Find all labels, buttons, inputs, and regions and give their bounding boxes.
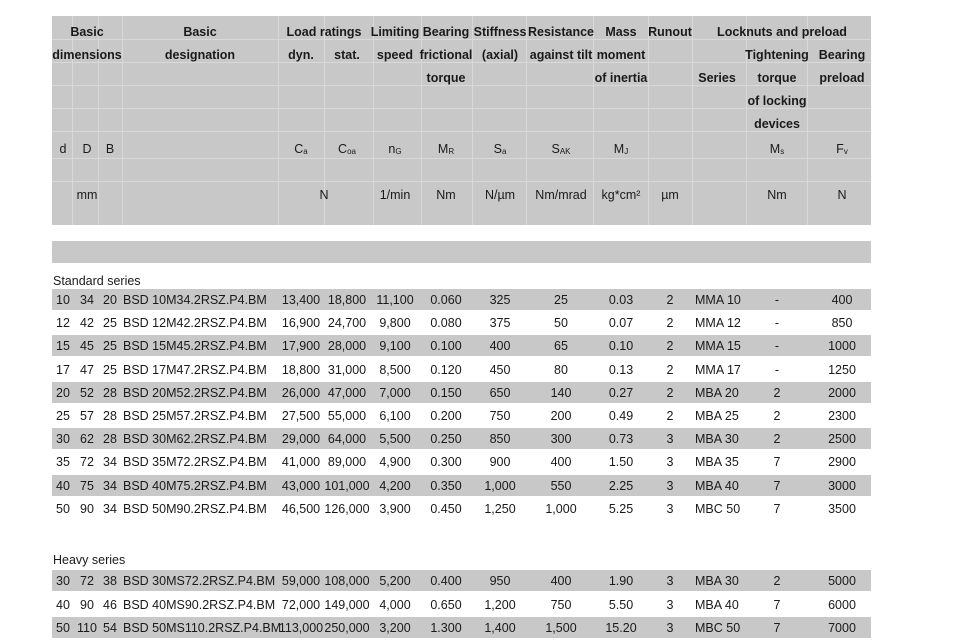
- header-bearing-preload-2: preload: [819, 71, 865, 85]
- cell-ca: 59,000: [281, 574, 321, 588]
- cell-sa: 325: [489, 293, 511, 307]
- header-load-ratings: Load ratings: [286, 25, 362, 39]
- cell-ca: 26,000: [281, 385, 321, 400]
- cell-D: 75: [80, 478, 94, 493]
- cell-mr: 0.150: [430, 385, 462, 400]
- symbol-ca: $C_a$: [294, 142, 308, 156]
- cell-mr: 0.120: [430, 362, 462, 377]
- cell-mr: 0.450: [430, 501, 462, 516]
- cell-series: MMA 15: [695, 339, 741, 354]
- cell-ms: 2: [773, 385, 781, 400]
- cell-mr: 0.080: [430, 316, 462, 331]
- table-row: [52, 498, 871, 519]
- cell-sa: 950: [489, 574, 511, 588]
- cell-d: 30: [56, 574, 70, 588]
- cell-sa: 450: [489, 362, 511, 377]
- cell-ms: -: [774, 316, 780, 331]
- header-divider: [526, 16, 527, 225]
- cell-ca: 17,900: [281, 339, 321, 354]
- cell-designation: BSD 15M45.2RSZ.P4.BM: [123, 339, 267, 354]
- cell-ms: 7: [773, 621, 781, 635]
- cell-D: 62: [80, 432, 94, 447]
- cell-ng: 5,500: [379, 432, 411, 447]
- cell-sa: 1,200: [484, 597, 516, 612]
- header-stiffness-1: Stiffness: [473, 25, 527, 39]
- header-band: [52, 241, 871, 263]
- cell-runout: 3: [666, 597, 674, 612]
- symbol-B: B: [105, 142, 115, 156]
- header-mass-moment-1: Mass: [605, 25, 637, 39]
- cell-series: MBA 30: [695, 432, 739, 447]
- header-divider: [52, 39, 871, 40]
- table-row: [52, 289, 871, 310]
- cell-sa: 400: [489, 339, 511, 354]
- cell-sa: 1,000: [484, 478, 516, 493]
- cell-designation: BSD 35M72.2RSZ.P4.BM: [123, 455, 267, 470]
- cell-ms: -: [774, 293, 780, 307]
- cell-sak: 750: [550, 597, 572, 612]
- cell-ng: 4,000: [379, 597, 411, 612]
- header-mass-moment-2: moment: [596, 48, 646, 62]
- cell-fv: 3000: [828, 478, 856, 493]
- cell-fv: 2500: [828, 432, 856, 447]
- symbol-d: d: [59, 142, 67, 156]
- cell-d: 12: [56, 316, 70, 331]
- cell-ms: 7: [773, 455, 781, 470]
- cell-mj: 1.50: [608, 455, 634, 470]
- cell-sa: 900: [489, 455, 511, 470]
- cell-B: 34: [103, 478, 117, 493]
- table-row: [52, 335, 871, 356]
- cell-coa: 24,700: [327, 316, 367, 331]
- header-runout: Runout: [648, 25, 692, 39]
- cell-coa: 47,000: [327, 385, 367, 400]
- cell-d: 50: [56, 501, 70, 516]
- cell-mr: 0.100: [430, 339, 462, 354]
- cell-ng: 7,000: [379, 385, 411, 400]
- table-row: [52, 312, 871, 333]
- header-tightening-4: devices: [754, 117, 800, 131]
- cell-ng: 4,200: [379, 478, 411, 493]
- cell-runout: 3: [666, 621, 674, 635]
- cell-sa: 375: [489, 316, 511, 331]
- cell-coa: 89,000: [327, 455, 367, 470]
- section-title-heavy: Heavy series: [53, 553, 126, 567]
- unit-stiffness: N/µm: [484, 188, 516, 202]
- cell-d: 40: [56, 478, 70, 493]
- table-row: [52, 451, 871, 472]
- cell-runout: 3: [666, 432, 674, 447]
- cell-sak: 200: [550, 409, 572, 423]
- cell-designation: BSD 17M47.2RSZ.P4.BM: [123, 362, 267, 377]
- cell-sak: 300: [550, 432, 572, 447]
- cell-coa: 101,000: [324, 478, 370, 493]
- cell-series: MBA 20: [695, 385, 739, 400]
- header-limiting-speed-2: speed: [376, 48, 414, 62]
- cell-mr: 0.400: [430, 574, 462, 588]
- cell-mj: 15.20: [605, 621, 637, 635]
- cell-runout: 2: [666, 293, 674, 307]
- cell-B: 25: [103, 339, 117, 354]
- cell-series: MBA 40: [695, 597, 739, 612]
- table-row: [52, 475, 871, 496]
- symbol-fv: $F_v$: [836, 142, 848, 156]
- cell-D: 52: [80, 385, 94, 400]
- cell-mj: 0.49: [608, 409, 634, 423]
- cell-ca: 13,400: [281, 293, 321, 307]
- cell-mj: 0.73: [608, 432, 634, 447]
- cell-B: 34: [103, 501, 117, 516]
- cell-coa: 64,000: [327, 432, 367, 447]
- cell-d: 17: [56, 362, 70, 377]
- cell-fv: 2900: [828, 455, 856, 470]
- cell-designation: BSD 40M75.2RSZ.P4.BM: [123, 478, 267, 493]
- cell-coa: 250,000: [324, 621, 370, 635]
- cell-B: 54: [103, 621, 117, 635]
- unit-torque: Nm: [436, 188, 456, 202]
- header-divider: [52, 131, 871, 132]
- cell-sak: 80: [554, 362, 568, 377]
- header-basic-designation-1: Basic: [183, 25, 217, 39]
- cell-mj: 0.10: [608, 339, 634, 354]
- cell-sak: 1,000: [545, 501, 577, 516]
- cell-d: 25: [56, 409, 70, 423]
- cell-B: 28: [103, 432, 117, 447]
- cell-B: 25: [103, 316, 117, 331]
- cell-mj: 5.50: [608, 597, 634, 612]
- symbol-ng: $n_G$: [388, 142, 402, 156]
- cell-designation: BSD 30MS72.2RSZ.P4.BM: [123, 574, 276, 588]
- cell-fv: 3500: [828, 501, 856, 516]
- cell-ca: 27,500: [281, 409, 321, 423]
- cell-D: 42: [80, 316, 94, 331]
- cell-B: 25: [103, 362, 117, 377]
- cell-d: 20: [56, 385, 70, 400]
- header-frictional-torque-1: Bearing: [422, 25, 470, 39]
- symbol-mr: $M_R$: [437, 142, 455, 156]
- cell-series: MBC 50: [695, 501, 741, 516]
- symbol-sa: $S_a$: [493, 142, 507, 156]
- cell-d: 10: [56, 293, 70, 307]
- cell-d: 15: [56, 339, 70, 354]
- cell-mr: 0.200: [430, 409, 462, 423]
- cell-ms: -: [774, 339, 780, 354]
- cell-coa: 18,800: [327, 293, 367, 307]
- cell-series: MMA 17: [695, 362, 741, 377]
- cell-series: MBA 40: [695, 478, 739, 493]
- header-divider: [373, 16, 374, 225]
- cell-D: 47: [80, 362, 94, 377]
- cell-fv: 7000: [828, 621, 856, 635]
- cell-fv: 1000: [828, 339, 856, 354]
- header-divider: [648, 16, 649, 225]
- cell-sak: 1,500: [545, 621, 577, 635]
- cell-runout: 2: [666, 316, 674, 331]
- cell-designation: BSD 25M57.2RSZ.P4.BM: [123, 409, 267, 423]
- cell-sa: 650: [489, 385, 511, 400]
- cell-sak: 50: [554, 316, 568, 331]
- header-divider: [122, 16, 123, 225]
- cell-ms: -: [774, 362, 780, 377]
- cell-B: 28: [103, 385, 117, 400]
- header-divider: [52, 181, 871, 182]
- cell-coa: 149,000: [324, 597, 370, 612]
- section-title-standard: Standard series: [53, 274, 141, 288]
- cell-sa: 750: [489, 409, 511, 423]
- cell-fv: 400: [831, 293, 853, 307]
- cell-mj: 2.25: [608, 478, 634, 493]
- cell-ng: 4,900: [379, 455, 411, 470]
- cell-ms: 7: [773, 478, 781, 493]
- header-basic-dimensions-1: Basic: [70, 25, 104, 39]
- cell-coa: 126,000: [324, 501, 370, 516]
- header-divider: [593, 16, 594, 225]
- cell-coa: 31,000: [327, 362, 367, 377]
- table-row: [52, 570, 871, 591]
- table-row: [52, 405, 871, 426]
- cell-D: 72: [80, 455, 94, 470]
- cell-ng: 3,900: [379, 501, 411, 516]
- cell-designation: BSD 50MS110.2RSZ.P4.BM: [123, 621, 282, 635]
- header-tightening-3: of locking: [747, 94, 807, 108]
- unit-runout: µm: [661, 188, 679, 202]
- cell-ms: 7: [773, 501, 781, 516]
- cell-ng: 9,800: [379, 316, 411, 331]
- cell-coa: 28,000: [327, 339, 367, 354]
- cell-ca: 113,000: [278, 621, 324, 635]
- cell-mj: 1.90: [608, 574, 634, 588]
- cell-B: 20: [103, 293, 117, 307]
- table-row: [52, 617, 871, 638]
- table-row: [52, 594, 871, 615]
- cell-ms: 2: [773, 432, 781, 447]
- cell-B: 46: [103, 597, 117, 612]
- cell-B: 34: [103, 455, 117, 470]
- cell-sak: 550: [550, 478, 572, 493]
- cell-series: MBA 30: [695, 574, 739, 588]
- cell-mj: 0.27: [608, 385, 634, 400]
- cell-d: 50: [56, 621, 70, 635]
- cell-series: MMA 12: [695, 316, 741, 331]
- cell-mj: 0.03: [608, 293, 634, 307]
- cell-B: 28: [103, 409, 117, 423]
- header-series: Series: [698, 71, 736, 85]
- symbol-D: D: [82, 142, 92, 156]
- cell-runout: 2: [666, 385, 674, 400]
- cell-ca: 72,000: [281, 597, 321, 612]
- cell-ca: 29,000: [281, 432, 321, 447]
- cell-mj: 0.07: [608, 316, 634, 331]
- cell-ca: 46,500: [281, 501, 321, 516]
- cell-ca: 43,000: [281, 478, 321, 493]
- header-divider: [52, 108, 871, 109]
- unit-mm: mm: [76, 188, 98, 202]
- unit-inertia: kg*cm²: [601, 188, 641, 202]
- header-divider: [52, 62, 871, 63]
- cell-designation: BSD 20M52.2RSZ.P4.BM: [123, 385, 267, 400]
- header-basic-designation-2: designation: [164, 48, 236, 62]
- cell-D: 45: [80, 339, 94, 354]
- table-row: [52, 382, 871, 403]
- cell-runout: 3: [666, 574, 674, 588]
- unit-tighten: Nm: [767, 188, 787, 202]
- cell-mj: 0.13: [608, 362, 634, 377]
- header-frictional-torque-2: frictional: [419, 48, 473, 62]
- symbol-mj: $M_J$: [613, 142, 629, 156]
- cell-mr: 0.250: [430, 432, 462, 447]
- cell-ms: 2: [773, 574, 781, 588]
- cell-runout: 2: [666, 362, 674, 377]
- cell-fv: 850: [831, 316, 853, 331]
- header-tightening-2: torque: [757, 71, 797, 85]
- cell-mr: 0.350: [430, 478, 462, 493]
- cell-sa: 850: [489, 432, 511, 447]
- cell-coa: 55,000: [327, 409, 367, 423]
- cell-coa: 108,000: [324, 574, 370, 588]
- cell-ms: 2: [773, 409, 781, 423]
- cell-mr: 1.300: [430, 621, 462, 635]
- header-mass-moment-3: of inertia: [594, 71, 648, 85]
- cell-runout: 3: [666, 501, 674, 516]
- header-divider: [278, 16, 279, 225]
- cell-sa: 1,250: [484, 501, 516, 516]
- cell-sak: 65: [554, 339, 568, 354]
- cell-d: 35: [56, 455, 70, 470]
- cell-ms: 7: [773, 597, 781, 612]
- unit-preload: N: [837, 188, 847, 202]
- cell-sak: 400: [550, 455, 572, 470]
- header-locknuts-preload: Locknuts and preload: [717, 25, 847, 39]
- cell-sak: 140: [550, 385, 572, 400]
- cell-runout: 3: [666, 455, 674, 470]
- header-divider: [692, 16, 693, 225]
- symbol-ms: $M_s$: [769, 142, 785, 156]
- cell-runout: 3: [666, 478, 674, 493]
- header-divider: [52, 85, 871, 86]
- cell-D: 90: [80, 597, 94, 612]
- header-frictional-torque-3: torque: [426, 71, 466, 85]
- cell-designation: BSD 50M90.2RSZ.P4.BM: [123, 501, 267, 516]
- unit-speed: 1/min: [379, 188, 411, 202]
- cell-d: 40: [56, 597, 70, 612]
- cell-runout: 2: [666, 409, 674, 423]
- cell-mr: 0.300: [430, 455, 462, 470]
- cell-D: 90: [80, 501, 94, 516]
- header-divider: [52, 158, 871, 159]
- cell-sak: 400: [550, 574, 572, 588]
- cell-designation: BSD 30M62.2RSZ.P4.BM: [123, 432, 267, 447]
- header-resistance-2: against tilt: [529, 48, 593, 62]
- cell-ca: 16,900: [281, 316, 321, 331]
- cell-ng: 8,500: [379, 362, 411, 377]
- cell-B: 38: [103, 574, 117, 588]
- cell-fv: 5000: [828, 574, 856, 588]
- cell-fv: 2300: [828, 409, 856, 423]
- cell-fv: 6000: [828, 597, 856, 612]
- cell-series: MBA 25: [695, 409, 739, 423]
- cell-series: MMA 10: [695, 293, 741, 307]
- header-stiffness-2: (axial): [481, 48, 519, 62]
- cell-mj: 5.25: [608, 501, 634, 516]
- cell-runout: 2: [666, 339, 674, 354]
- header-resistance-1: Resistance: [527, 25, 595, 39]
- cell-sa: 1,400: [484, 621, 516, 635]
- cell-ng: 5,200: [379, 574, 411, 588]
- cell-designation: BSD 40MS90.2RSZ.P4.BM: [123, 597, 276, 612]
- cell-fv: 2000: [828, 385, 856, 400]
- cell-ng: 6,100: [379, 409, 411, 423]
- cell-mr: 0.060: [430, 293, 462, 307]
- cell-series: MBC 50: [695, 621, 741, 635]
- cell-D: 72: [80, 574, 94, 588]
- header-stat: stat.: [334, 48, 360, 62]
- header-bearing-preload-1: Bearing: [818, 48, 866, 62]
- cell-ca: 18,800: [281, 362, 321, 377]
- cell-d: 30: [56, 432, 70, 447]
- cell-designation: BSD 12M42.2RSZ.P4.BM: [123, 316, 267, 331]
- cell-sak: 25: [554, 293, 568, 307]
- cell-D: 110: [77, 621, 97, 635]
- header-limiting-speed-1: Limiting: [370, 25, 420, 39]
- header-dyn: dyn.: [288, 48, 314, 62]
- cell-ng: 9,100: [379, 339, 411, 354]
- table-row: [52, 359, 871, 380]
- cell-series: MBA 35: [695, 455, 739, 470]
- cell-mr: 0.650: [430, 597, 462, 612]
- cell-ng: 11,100: [376, 293, 414, 307]
- cell-ng: 3,200: [379, 621, 411, 635]
- symbol-sak: $S_{AK}$: [551, 142, 571, 156]
- cell-fv: 1250: [828, 362, 856, 377]
- header-basic-dimensions-2: dimensions: [52, 48, 122, 62]
- symbol-coa: $C_{oa}$: [338, 142, 356, 156]
- cell-D: 57: [80, 409, 94, 423]
- header-tightening-1: Tightening: [745, 48, 809, 62]
- cell-ca: 41,000: [281, 455, 321, 470]
- table-row: [52, 428, 871, 449]
- cell-D: 34: [80, 293, 94, 307]
- unit-n-load: N: [319, 188, 329, 202]
- cell-designation: BSD 10M34.2RSZ.P4.BM: [123, 293, 267, 307]
- unit-tilt: Nm/mrad: [535, 188, 587, 202]
